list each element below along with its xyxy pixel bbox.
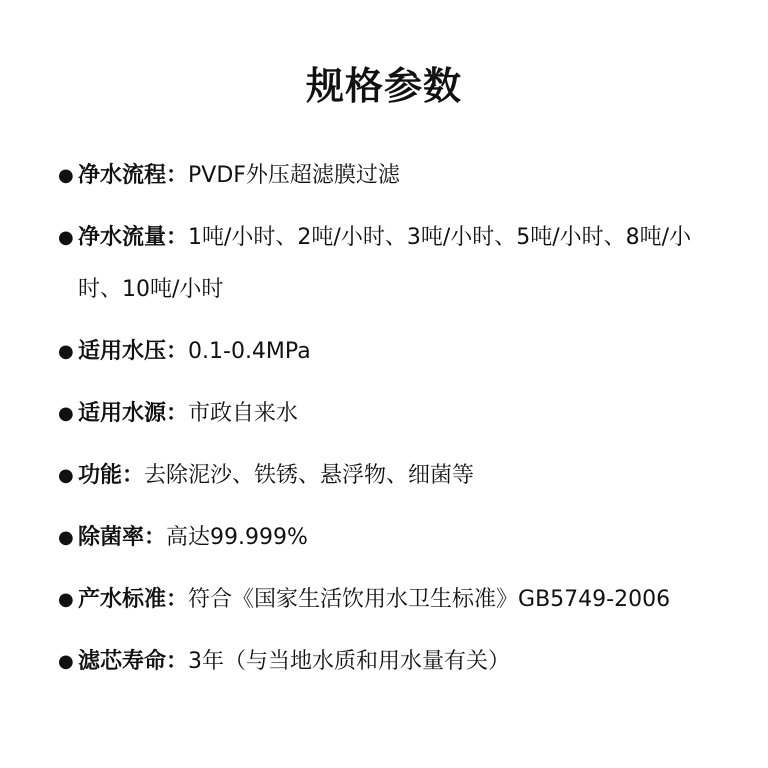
spec-item-water-standard: [58, 574, 718, 626]
spec-value: 1吨/小时、2吨/小时、3吨/小时、5吨/小时、8吨/小时、10吨/小时: [78, 225, 692, 302]
spec-label: 适用水源：: [78, 401, 189, 426]
spec-label: 净水流量：: [78, 225, 189, 250]
spec-label: 除菌率：: [78, 525, 167, 550]
bullet-icon: ●: [58, 165, 74, 186]
spec-label: 滤芯寿命：: [78, 649, 189, 674]
bullet-icon: ●: [58, 589, 74, 610]
bullet-icon: ●: [58, 527, 74, 548]
bullet-icon: ●: [58, 403, 74, 424]
spec-item-process: [58, 150, 718, 202]
spec-label: 产水标准：: [78, 587, 189, 612]
spec-label: 功能：: [78, 463, 145, 488]
spec-item-water-source: [58, 388, 718, 440]
spec-list: [58, 150, 718, 698]
spec-value: 高达99.999%: [166, 525, 308, 550]
spec-item-function: [58, 450, 718, 502]
spec-value: 0.1-0.4MPa: [188, 339, 311, 364]
page-title: 规格参数: [305, 64, 462, 108]
spec-item-filter-lifespan: [58, 636, 718, 688]
spec-value: PVDF外压超滤膜过滤: [188, 163, 400, 188]
spec-item-sterilization-rate: [58, 512, 718, 564]
spec-label: 适用水压：: [78, 339, 189, 364]
spec-value: 符合《国家生活饮用水卫生标准》GB5749-2006: [188, 587, 671, 612]
bullet-icon: ●: [58, 651, 74, 672]
spec-value: 3年（与当地水质和用水量有关）: [188, 649, 511, 674]
spec-label: 净水流程：: [78, 163, 189, 188]
spec-item-water-pressure: [58, 326, 718, 378]
bullet-icon: ●: [58, 465, 74, 486]
bullet-icon: ●: [58, 227, 74, 248]
spec-item-flow-rate: [58, 212, 718, 316]
spec-value: 去除泥沙、铁锈、悬浮物、细菌等: [144, 463, 475, 488]
spec-value: 市政自来水: [188, 401, 299, 426]
bullet-icon: ●: [58, 341, 74, 362]
